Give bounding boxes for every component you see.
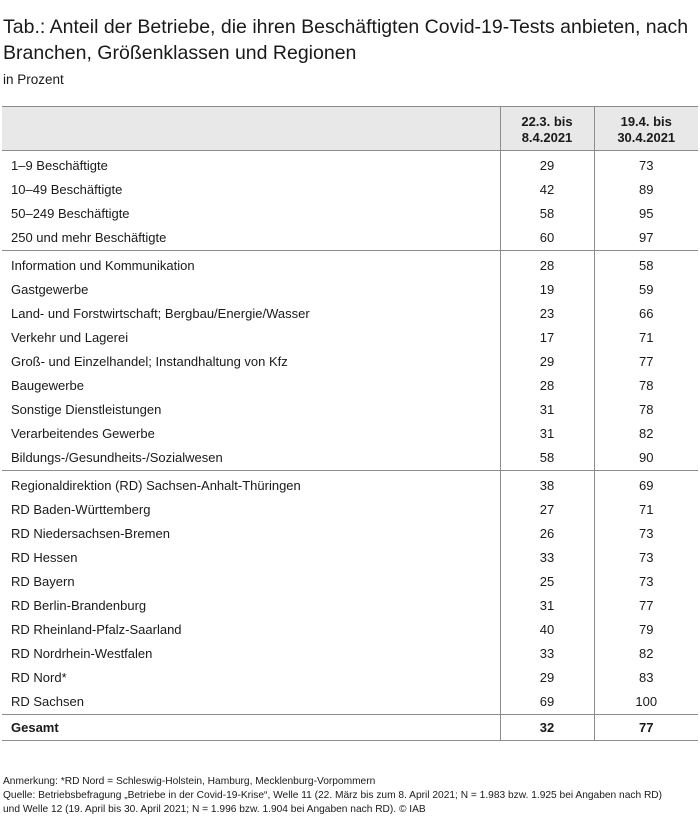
row-value-period-2: 69 xyxy=(594,471,698,499)
row-label: RD Niedersachsen-Bremen xyxy=(2,522,500,546)
header-period-2-line-2: 30.4.2021 xyxy=(617,129,676,145)
row-label: RD Sachsen xyxy=(2,690,500,715)
row-value-period-1: 58 xyxy=(500,446,594,471)
row-value-period-2: 66 xyxy=(639,306,654,321)
row-value-period-2: 97 xyxy=(639,230,654,245)
footnote-source-line-1: Quelle: Betriebsbefragung „Betriebe in der Covid-19-Krise“, Welle 11 (22. März bis zum 8. April 2021; N = 1.983 bzw. 1.925 bei Angaben nach RD) xyxy=(3,790,663,801)
row-value-period-2: 59 xyxy=(639,282,654,297)
table-subtitle: in Prozent xyxy=(3,72,64,87)
row-label: RD Hessen xyxy=(2,546,500,570)
table-row xyxy=(2,546,698,570)
row-value-period-2: 83 xyxy=(639,670,654,685)
row-value-period-2: 77 xyxy=(639,598,654,613)
industry-group xyxy=(2,251,698,471)
table-row xyxy=(2,642,698,666)
footnote-annotation: Anmerkung: *RD Nord = Schleswig-Holstein, Hamburg, Mecklenburg-Vorpommern xyxy=(3,776,376,787)
table-row xyxy=(2,226,698,251)
table-row xyxy=(2,570,698,594)
row-value-period-1: 28 xyxy=(500,251,594,279)
row-value-period-1: 17 xyxy=(500,326,594,350)
row-value-period-2: 71 xyxy=(639,330,654,345)
row-value-period-1: 42 xyxy=(500,178,594,202)
row-label: RD Berlin-Brandenburg xyxy=(2,594,500,618)
row-value-period-2: 73 xyxy=(594,151,698,179)
row-value-period-1: 19 xyxy=(500,278,594,302)
row-label: Groß- und Einzelhandel; Instandhaltung von Kfz xyxy=(2,350,500,374)
row-value-period-1: 38 xyxy=(500,471,594,499)
row-label: Verarbeitendes Gewerbe xyxy=(2,422,500,446)
total-value-period-1: 32 xyxy=(500,715,594,741)
table-row xyxy=(2,666,698,690)
table-row xyxy=(2,398,698,422)
row-value-period-1: 33 xyxy=(500,642,594,666)
row-label: Verkehr und Lagerei xyxy=(2,326,500,350)
header-row xyxy=(2,107,698,151)
total-value-period-2: 77 xyxy=(594,715,698,741)
row-value-period-2: 89 xyxy=(639,182,654,197)
row-value-period-1: 29 xyxy=(500,666,594,690)
row-label: Regionaldirektion (RD) Sachsen-Anhalt-Thüringen xyxy=(2,471,500,499)
table-row xyxy=(2,374,698,398)
table-row xyxy=(2,471,698,499)
row-value-period-2: 78 xyxy=(639,402,654,417)
row-value-period-1: 27 xyxy=(500,498,594,522)
row-label: Bildungs-/Gesundheits-/Sozialwesen xyxy=(2,446,500,471)
table-row xyxy=(2,251,698,279)
row-value-period-2: 73 xyxy=(639,574,654,589)
row-label: Gastgewerbe xyxy=(2,278,500,302)
row-value-period-2: 71 xyxy=(639,502,654,517)
table-row xyxy=(2,498,698,522)
header-period-2-line-1: 19.4. bis xyxy=(620,113,672,129)
row-value-period-1: 58 xyxy=(500,202,594,226)
table-row xyxy=(2,151,698,179)
header-period-1-line-1: 22.3. bis xyxy=(521,113,573,129)
row-value-period-1: 26 xyxy=(500,522,594,546)
row-value-period-1: 29 xyxy=(500,350,594,374)
data-table xyxy=(2,106,698,741)
row-value-period-1: 29 xyxy=(500,151,594,179)
row-value-period-1: 69 xyxy=(500,690,594,715)
footnotes xyxy=(3,775,698,817)
row-label: RD Rheinland-Pfalz-Saarland xyxy=(2,618,500,642)
total-section xyxy=(2,715,698,741)
total-row xyxy=(2,715,698,741)
table-row xyxy=(2,594,698,618)
table-title: Tab.: Anteil der Betriebe, die ihren Beschäftigten Covid-19-Tests anbieten, nach Branchen, Größenklassen und Regionen xyxy=(3,16,689,64)
header-period-1-line-2: 8.4.2021 xyxy=(521,129,573,145)
row-value-period-2: 100 xyxy=(635,694,658,709)
table-row xyxy=(2,202,698,226)
row-value-period-2: 78 xyxy=(639,378,654,393)
table-row xyxy=(2,350,698,374)
row-label: Land- und Forstwirtschaft; Bergbau/Energie/Wasser xyxy=(2,302,500,326)
row-value-period-1: 28 xyxy=(500,374,594,398)
row-value-period-2: 82 xyxy=(639,426,654,441)
table-row xyxy=(2,178,698,202)
row-value-period-2: 82 xyxy=(639,646,654,661)
header-period-2 xyxy=(594,107,698,151)
row-label: RD Bayern xyxy=(2,570,500,594)
row-value-period-2: 73 xyxy=(639,526,654,541)
row-label: RD Baden-Württemberg xyxy=(2,498,500,522)
row-value-period-1: 23 xyxy=(500,302,594,326)
table-row xyxy=(2,446,698,471)
row-label: Baugewerbe xyxy=(2,374,500,398)
row-value-period-1: 31 xyxy=(500,398,594,422)
row-value-period-2: 79 xyxy=(639,622,654,637)
row-value-period-2: 77 xyxy=(639,354,654,369)
table-row xyxy=(2,690,698,715)
row-value-period-1: 25 xyxy=(500,570,594,594)
table-row xyxy=(2,522,698,546)
row-value-period-2: 95 xyxy=(639,206,654,221)
row-label: RD Nord* xyxy=(2,666,500,690)
table-row xyxy=(2,422,698,446)
header-empty-cell xyxy=(2,107,500,151)
row-label: 10–49 Beschäftigte xyxy=(2,178,500,202)
footnote-source-line-2: und Welle 12 (19. April bis 30. April 2021; N = 1.996 bzw. 1.904 bei Angaben nach RD). © IAB xyxy=(3,804,426,815)
table-row xyxy=(2,618,698,642)
size-class-group xyxy=(2,151,698,251)
row-value-period-1: 60 xyxy=(500,226,594,251)
row-label: 50–249 Beschäftigte xyxy=(2,202,500,226)
row-value-period-2: 90 xyxy=(639,450,654,465)
row-value-period-1: 33 xyxy=(500,546,594,570)
row-label: 250 und mehr Beschäftigte xyxy=(2,226,500,251)
row-label: 1–9 Beschäftigte xyxy=(2,151,500,179)
row-label: RD Nordrhein-Westfalen xyxy=(2,642,500,666)
row-value-period-1: 31 xyxy=(500,422,594,446)
row-value-period-2: 73 xyxy=(639,550,654,565)
table-row xyxy=(2,326,698,350)
row-label: Information und Kommunikation xyxy=(2,251,500,279)
row-value-period-1: 40 xyxy=(500,618,594,642)
table-row xyxy=(2,302,698,326)
header-period-1 xyxy=(500,107,594,151)
table-row xyxy=(2,278,698,302)
row-label: Sonstige Dienstleistungen xyxy=(2,398,500,422)
region-group xyxy=(2,471,698,715)
row-value-period-1: 31 xyxy=(500,594,594,618)
total-label: Gesamt xyxy=(2,715,500,741)
row-value-period-2: 58 xyxy=(594,251,698,279)
